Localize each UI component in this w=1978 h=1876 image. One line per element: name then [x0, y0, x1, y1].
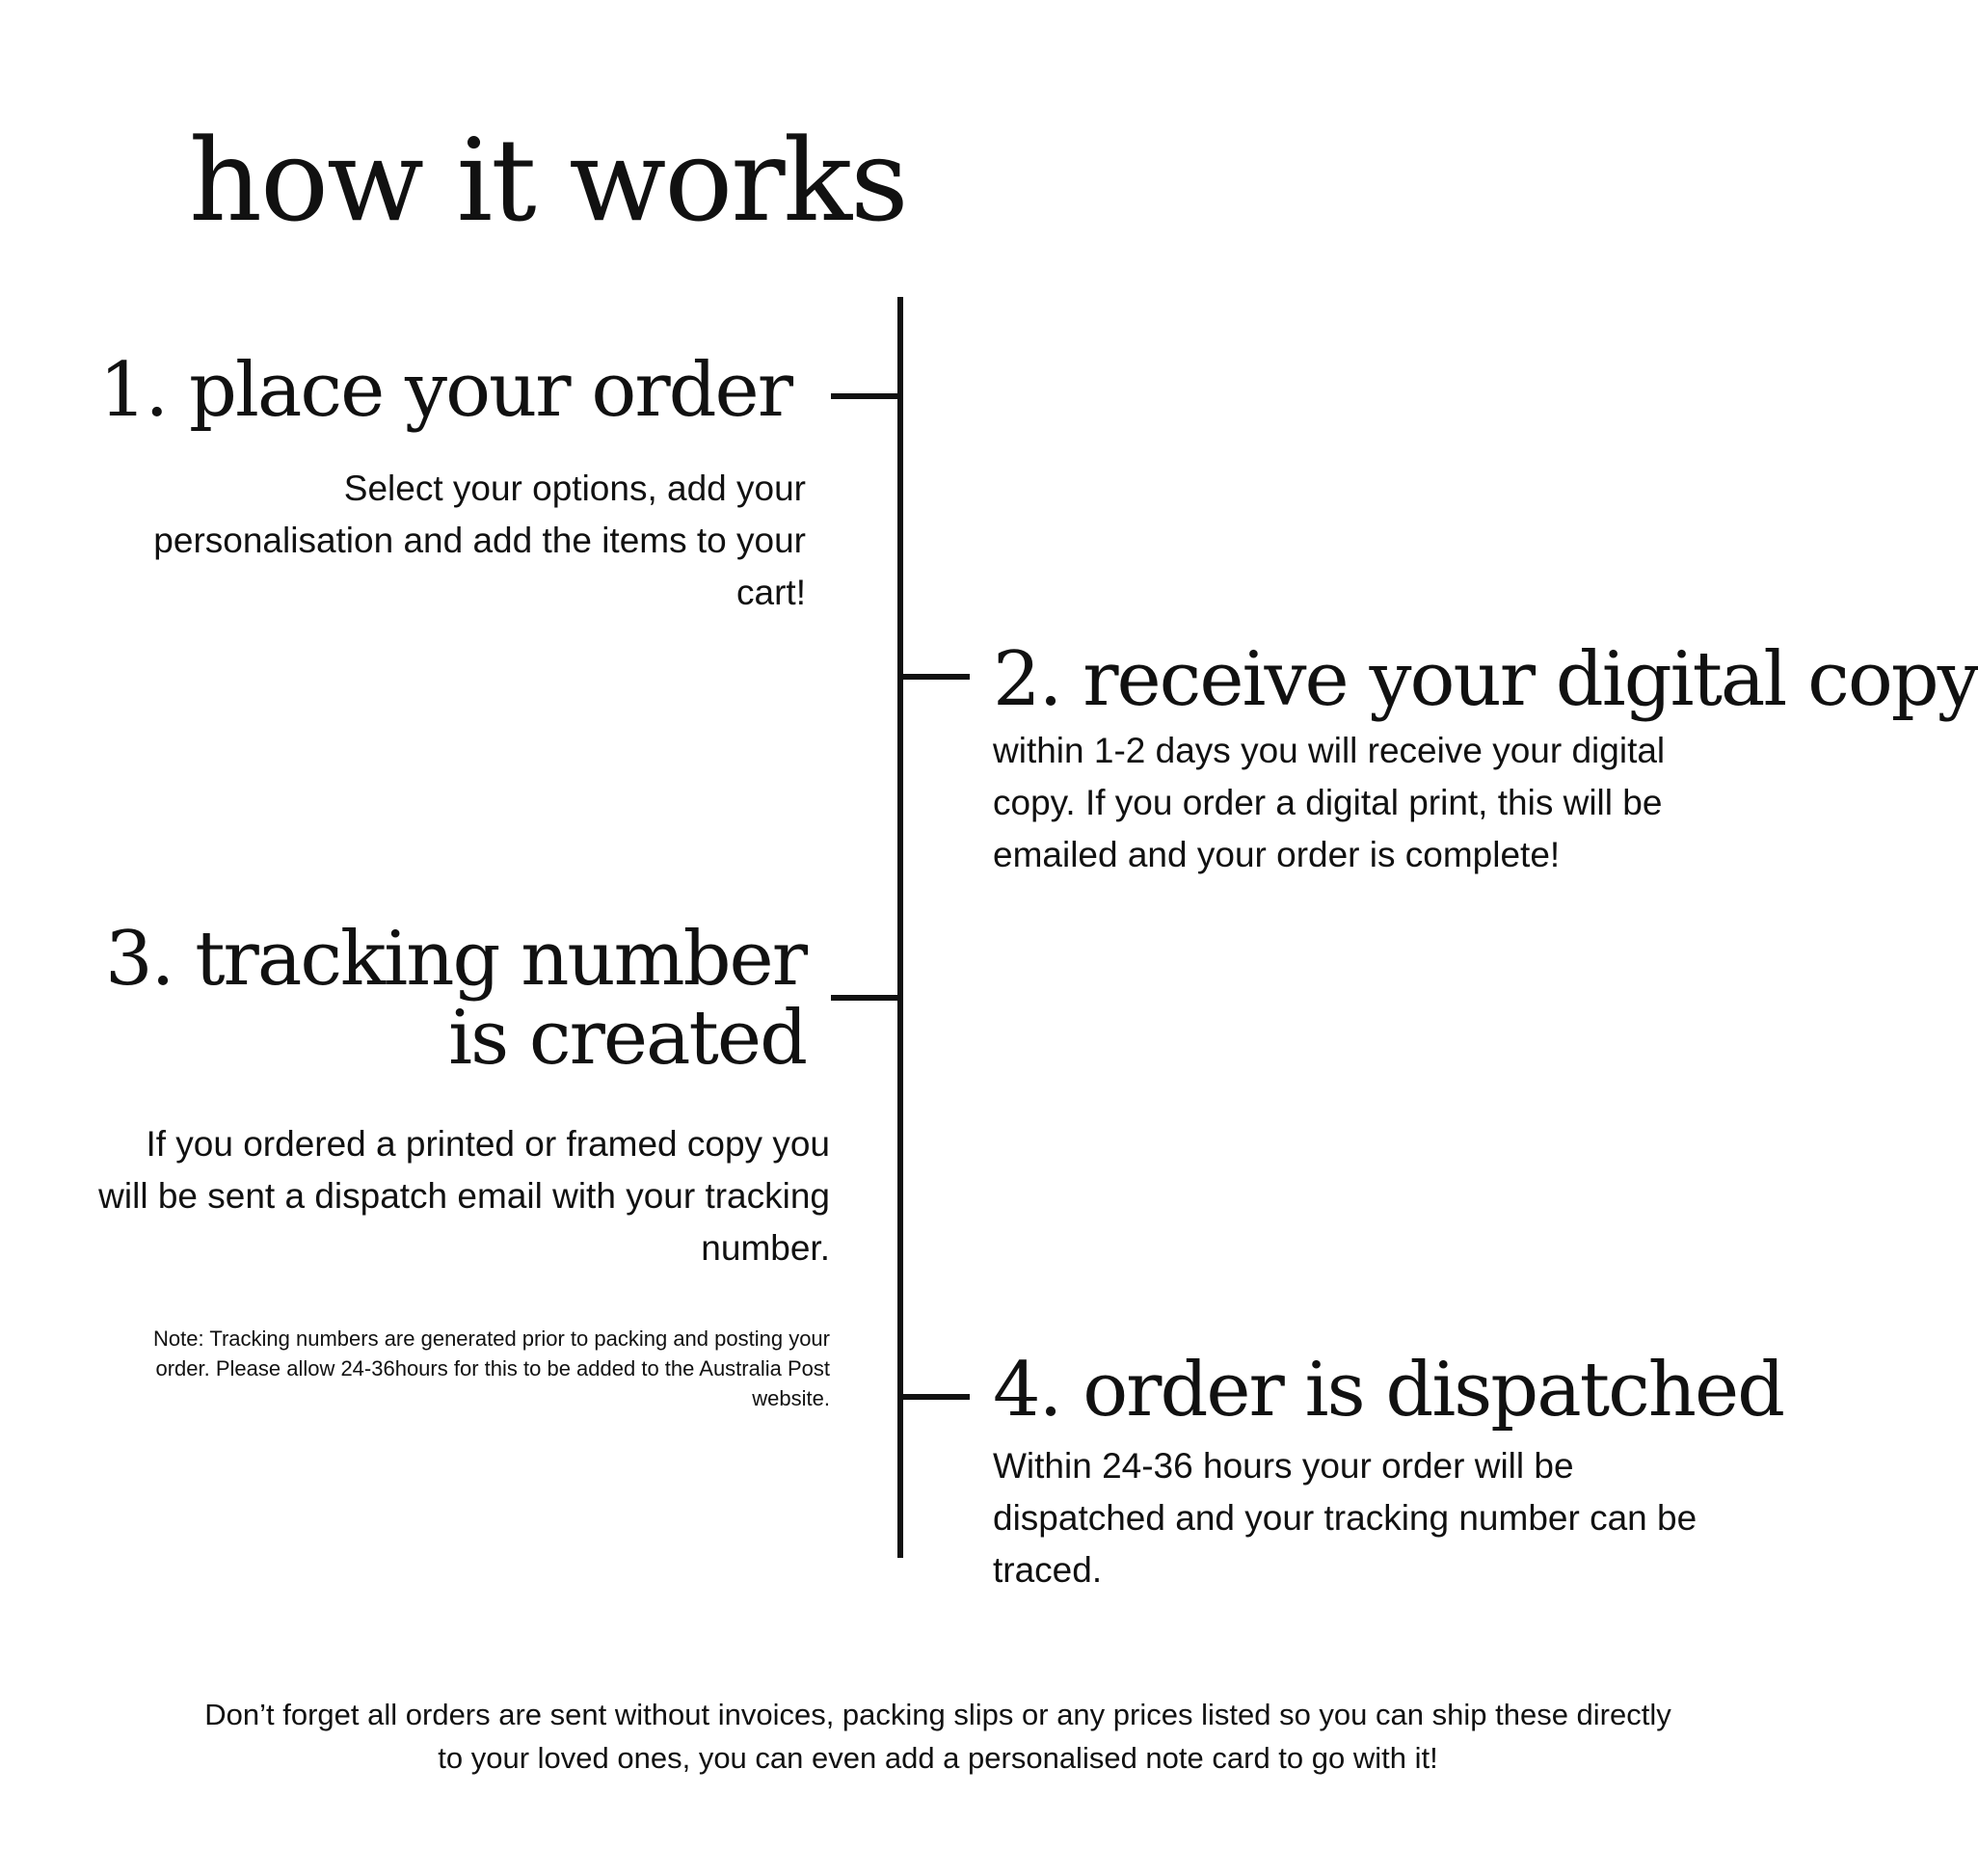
step-2-description: within 1-2 days you will receive your digital copy. If you order a digital print, this will be emailed and your order is complete!	[993, 731, 1666, 874]
timeline-tick-step-2	[900, 674, 970, 680]
step-4-description: Within 24-36 hours your order will be dispatched and your tracking number can be traced.	[993, 1446, 1697, 1590]
timeline-tick-step-4	[900, 1394, 970, 1400]
step-4-title: 4. order is dispatched	[993, 1347, 1784, 1434]
step-1-description: Select your options, add your personalisation and add the items to your cart!	[153, 469, 806, 612]
timeline-tick-step-3	[831, 995, 900, 1001]
step-3-title-line-1: 3. tracking number	[104, 916, 806, 1003]
step-1-title: 1. place your order	[98, 347, 791, 434]
page-title: how it works	[189, 114, 907, 247]
step-3-description: If you ordered a printed or framed copy you will be sent a dispatch email with your tracking number.	[98, 1124, 830, 1268]
step-2-title: 2. receive your digital copy	[993, 636, 1978, 723]
timeline-tick-step-1	[831, 393, 900, 399]
step-3-title-line-2: is created	[448, 994, 806, 1082]
timeline-line	[897, 297, 903, 1558]
step-3-note: Note: Tracking numbers are generated prior to packing and posting your order. Please allow 24-36hours for this to be added to the Australia Post website.	[153, 1327, 830, 1410]
footer-note: Don’t forget all orders are sent without invoices, packing slips or any prices listed so you can ship these directly to your loved ones, you can even add a personalised note card to go with it!	[204, 1698, 1671, 1775]
step-3-title	[104, 916, 806, 1082]
